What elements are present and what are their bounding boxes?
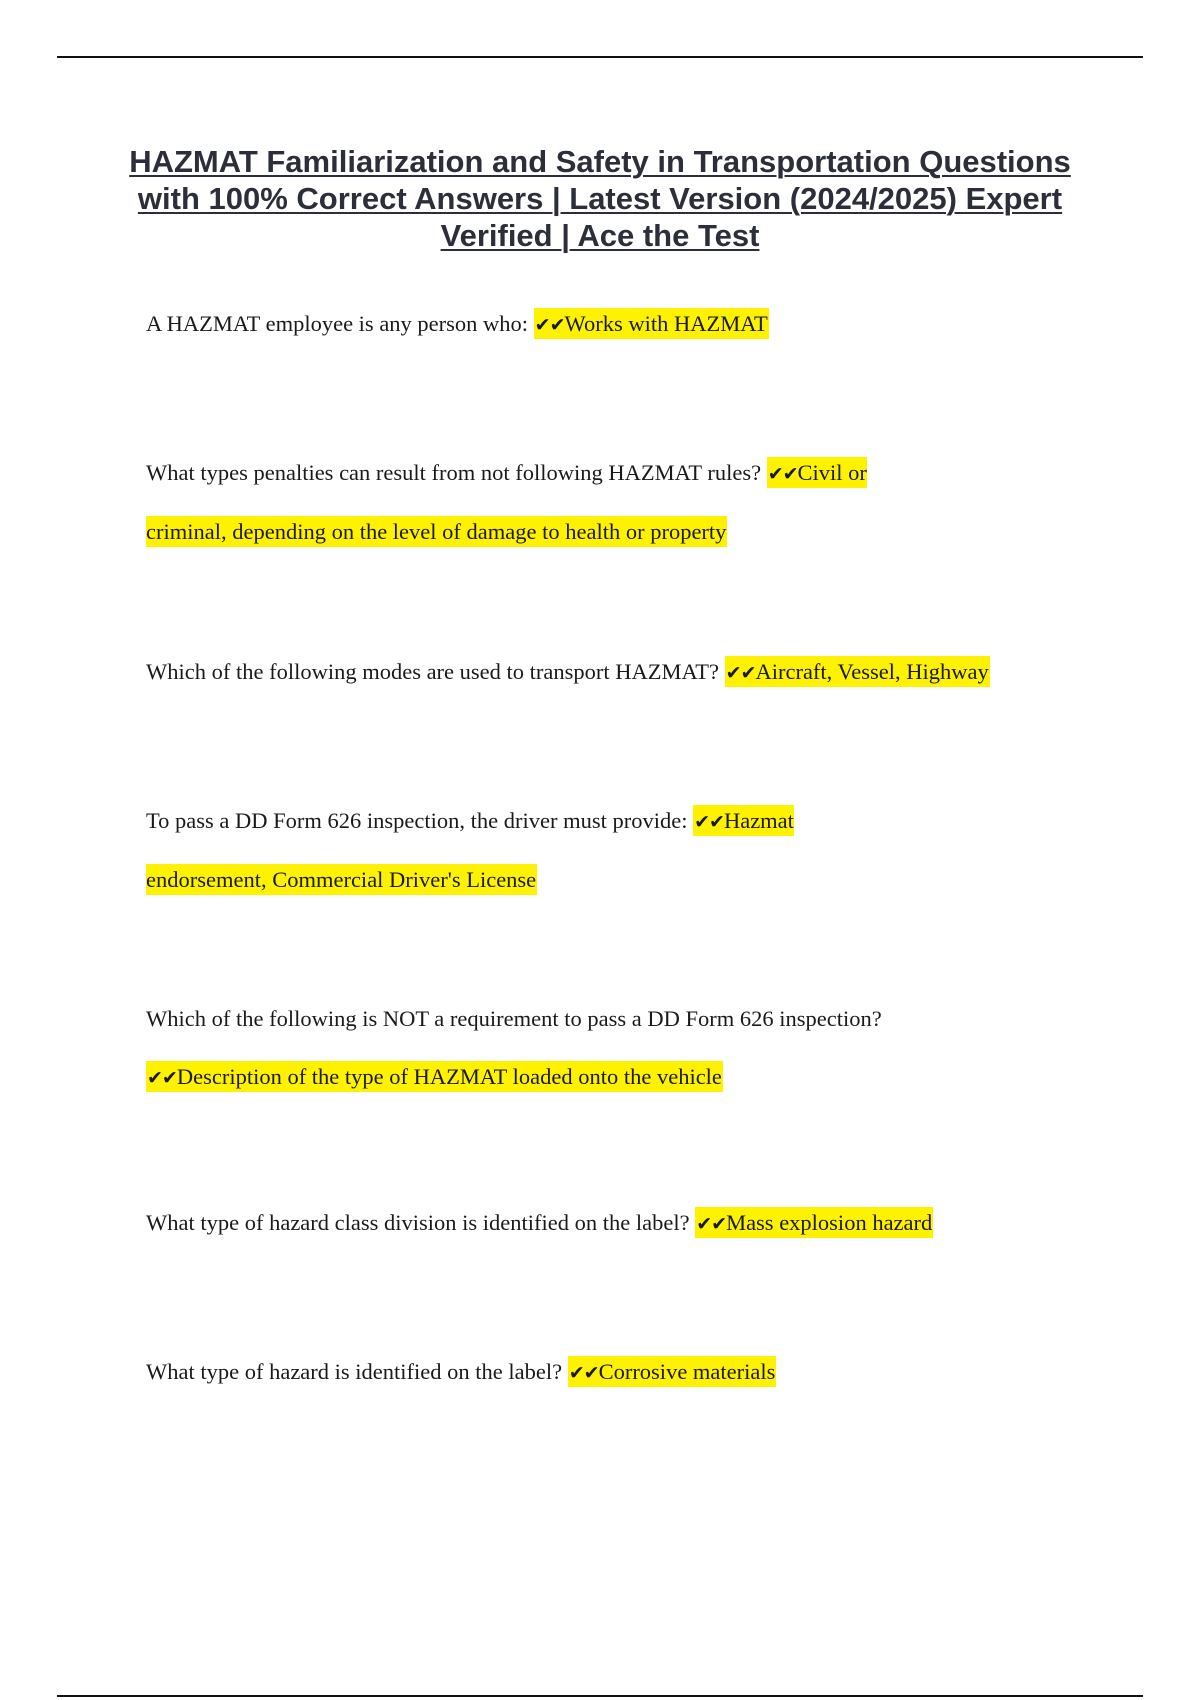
- qa-item-4: [146, 792, 881, 909]
- answer-text: Hazmat endorsement, Commercial Driver's License: [146, 808, 794, 892]
- answer-text: Works with HAZMAT: [564, 311, 768, 336]
- answer-highlight: [695, 1207, 933, 1238]
- answer-highlight: [146, 1061, 723, 1092]
- question-text: What type of hazard class division is identified on the label?: [146, 1210, 690, 1235]
- question-text: What types penalties can result from not following HAZMAT rules?: [146, 460, 762, 485]
- qa-item-2: [146, 444, 946, 561]
- answer-highlight: [725, 656, 990, 687]
- check-icon: ✔✔: [725, 662, 756, 684]
- question-text: Which of the following modes are used to transport HAZMAT?: [146, 659, 719, 684]
- qa-item-3: [146, 643, 1046, 702]
- question-text: To pass a DD Form 626 inspection, the driver must provide:: [146, 808, 688, 833]
- check-icon: ✔✔: [534, 314, 565, 336]
- qa-item-7: [146, 1343, 1046, 1402]
- answer-text: Mass explosion hazard: [726, 1210, 933, 1235]
- answer-text: Civil or criminal, depending on the level of damage to health or property: [146, 460, 867, 544]
- answer-text: Corrosive materials: [598, 1359, 776, 1384]
- answer-highlight: [534, 308, 769, 339]
- question-text: A HAZMAT employee is any person who:: [146, 311, 529, 336]
- top-divider: [57, 56, 1143, 58]
- qa-item-5: [146, 990, 976, 1107]
- check-icon: ✔✔: [147, 1067, 177, 1089]
- qa-item-6: [146, 1194, 1046, 1253]
- qa-item-1: [146, 295, 1046, 354]
- bottom-divider: [57, 1695, 1143, 1697]
- answer-text: Aircraft, Vessel, Highway: [755, 659, 989, 684]
- check-icon: ✔✔: [767, 463, 798, 485]
- check-icon: ✔✔: [694, 811, 724, 833]
- check-icon: ✔✔: [696, 1213, 727, 1235]
- question-text: Which of the following is NOT a requirement to pass a DD Form 626 inspection?: [146, 1006, 882, 1031]
- answer-highlight: [568, 1356, 777, 1387]
- check-icon: ✔✔: [568, 1362, 599, 1384]
- answer-text: Description of the type of HAZMAT loaded onto the vehicle: [176, 1064, 722, 1089]
- question-text: What type of hazard is identified on the label?: [146, 1359, 563, 1384]
- document-title: HAZMAT Familiarization and Safety in Transportation Questions with 100% Correct Answers | Latest Version (2024/2025) Expert Verified | Ace the Test: [129, 144, 1071, 253]
